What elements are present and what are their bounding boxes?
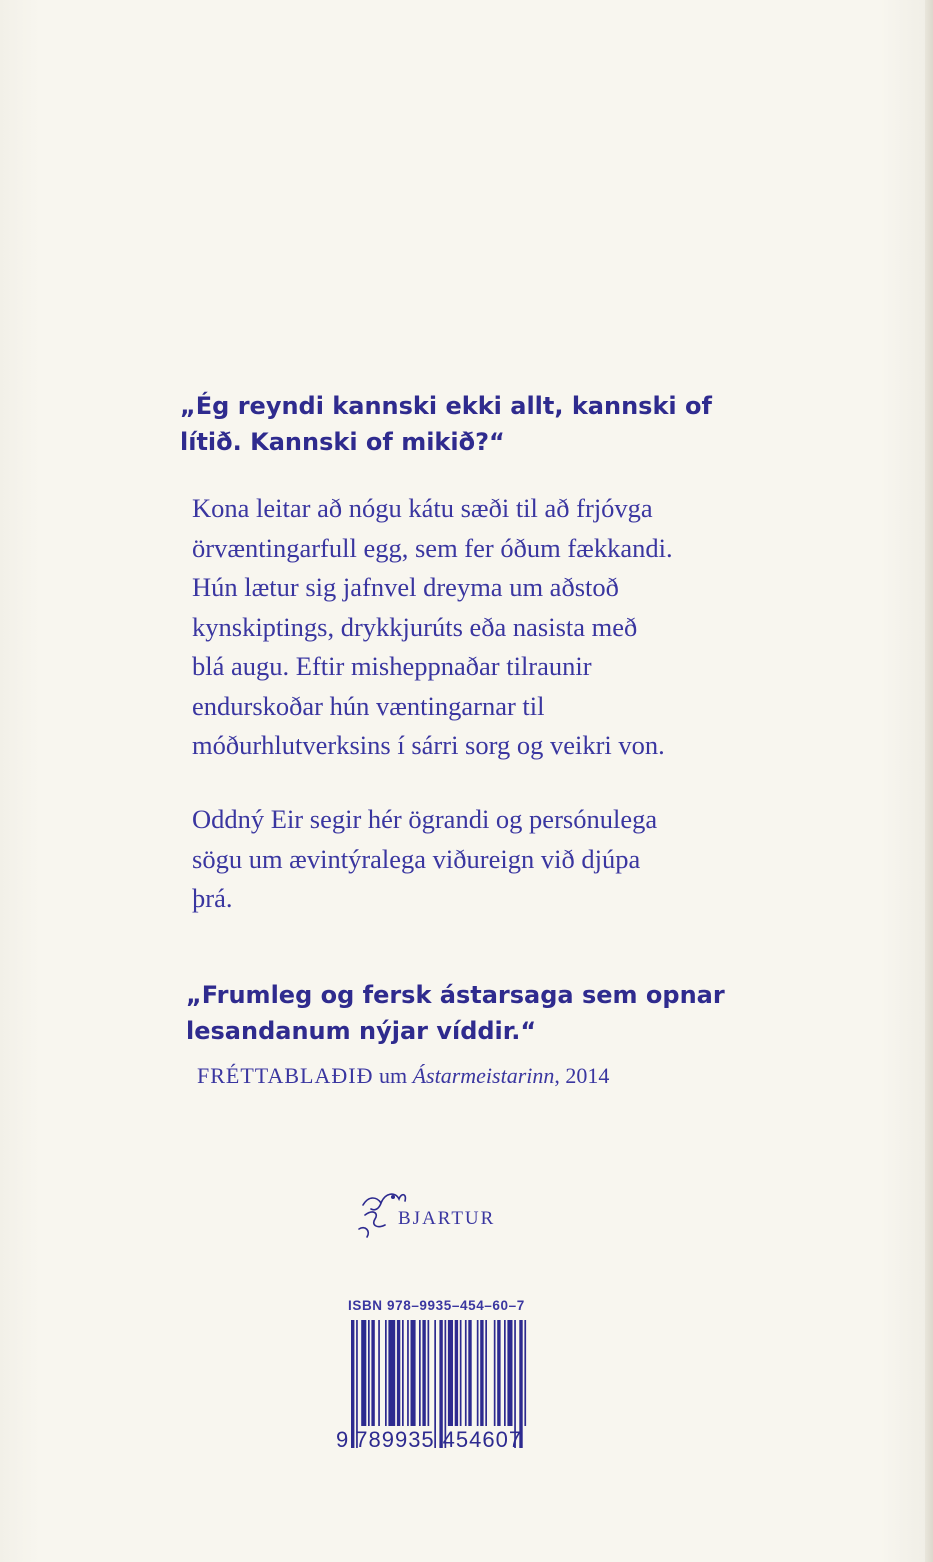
review-year: , 2014 (554, 1063, 610, 1088)
opening-quote-line: „Ég reyndi kannski ekki allt, kannski of (180, 392, 712, 420)
opening-quote (180, 388, 740, 460)
isbn-label: ISBN 978–9935–454–60–7 (348, 1298, 525, 1313)
barcode-bar (477, 1320, 479, 1426)
barcode-digits (336, 1427, 522, 1453)
review-quote-line: lesandanum nýjar víddir.“ (186, 1017, 537, 1045)
barcode-bar (497, 1320, 500, 1426)
barcode-bar (388, 1320, 395, 1426)
barcode-bar (455, 1320, 458, 1426)
review-book-title: Ástarmeistarinn (412, 1063, 555, 1088)
barcode-bar (428, 1320, 430, 1426)
blurb-line: kynskiptings, drykkjurúts eða nasista með (192, 611, 638, 642)
barcode-bar (448, 1320, 453, 1426)
barcode-bar (504, 1320, 506, 1426)
barcode-bar (385, 1320, 387, 1426)
barcode-bar (422, 1320, 425, 1426)
publisher-name: BJARTUR (398, 1208, 496, 1229)
barcode-bar (368, 1320, 370, 1426)
blurb-line: sögu um ævintýralega viðureign við djúpa (192, 843, 641, 874)
barcode-bar (361, 1320, 366, 1426)
barcode-bar (407, 1320, 409, 1426)
barcode-bar (397, 1320, 400, 1426)
barcode-digit-group: 454607 (442, 1427, 523, 1452)
barcode-bar (524, 1320, 526, 1426)
blurb-line: þrá. (192, 883, 233, 913)
barcode-bar (378, 1320, 380, 1426)
barcode-bar (419, 1320, 421, 1426)
review-connector: um (373, 1063, 413, 1088)
blurb-line: örvæntingarfull egg, sem fer óðum fækkandi. (192, 532, 673, 563)
barcode-bar (494, 1320, 496, 1426)
blurb-line: blá augu. Eftir misheppnaðar tilraunir (192, 651, 592, 681)
blurb-line: Hún lætur sig jafnvel dreyma um aðstoð (192, 572, 619, 602)
blurb-line: Oddný Eir segir hér ögrandi og persónulega (192, 804, 658, 834)
barcode-digit-group: 789935 (355, 1427, 435, 1452)
blurb-line: endurskoðar hún væntingarnar til (192, 690, 545, 721)
review-quote-line: „Frumleg og fersk ástarsaga sem opnar (186, 981, 725, 1009)
barcode-bar (468, 1320, 471, 1426)
barcode-bar (485, 1320, 487, 1426)
barcode-bar (465, 1320, 467, 1426)
barcode-bar (371, 1320, 374, 1426)
blurb-paragraph-2 (192, 800, 752, 919)
barcode-bar (460, 1320, 462, 1426)
blurb-paragraph-1 (192, 489, 752, 766)
barcode-bar (402, 1320, 404, 1426)
blurb-line: móðurhlutverksins í sárri sorg og veikri von. (192, 730, 665, 760)
barcode-digit-lead: 9 (336, 1427, 350, 1452)
opening-quote-line: lítið. Kannski of mikið?“ (180, 428, 505, 456)
barcode-bar (480, 1320, 483, 1426)
review-attribution (197, 1063, 609, 1089)
blurb-line: Kona leitar að nógu kátu sæði til að frjóvga (192, 493, 653, 523)
review-source: FRÉTTABLAÐIÐ (197, 1063, 374, 1088)
barcode-bar (507, 1320, 512, 1426)
barcode-bar (411, 1320, 416, 1426)
cover-edge (925, 0, 933, 1562)
review-quote (186, 977, 746, 1049)
